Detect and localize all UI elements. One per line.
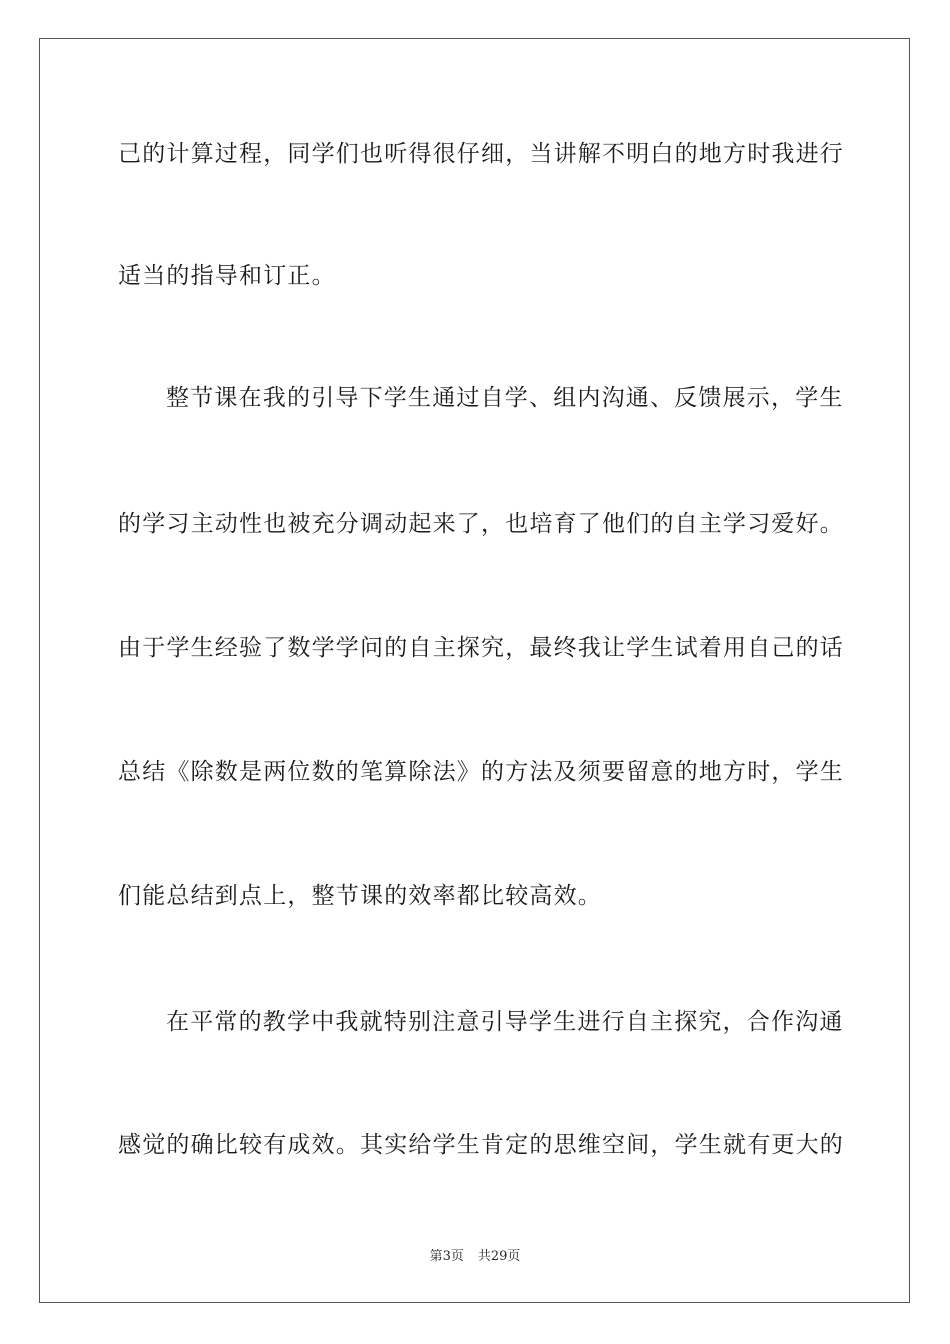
body-text-line: 们能总结到点上，整节课的效率都比较高效。 bbox=[118, 883, 602, 909]
page-total: 共29页 bbox=[477, 1249, 521, 1264]
page-frame bbox=[39, 38, 910, 1303]
body-text-line: 由于学生经验了数学学问的自主探究，最终我让学生试着用自己的话 bbox=[118, 635, 844, 661]
body-text-line: 适当的指导和订正。 bbox=[118, 263, 336, 289]
paragraph-start-line: 在平常的教学中我就特别注意引导学生进行自主探究，合作沟通 bbox=[166, 1009, 844, 1035]
page-footer bbox=[0, 1248, 950, 1266]
paragraph-start-line: 整节课在我的引导下学生通过自学、组内沟通、反馈展示，学生 bbox=[166, 385, 844, 411]
page-number: 第3页 bbox=[429, 1249, 464, 1264]
body-text-line: 的学习主动性也被充分调动起来了，也培育了他们的自主学习爱好。 bbox=[118, 511, 844, 537]
body-text-line: 己的计算过程，同学们也听得很仔细，当讲解不明白的地方时我进行 bbox=[118, 141, 844, 167]
body-text-line: 感觉的确比较有成效。其实给学生肯定的思维空间，学生就有更大的 bbox=[118, 1132, 844, 1158]
body-text-line: 总结《除数是两位数的笔算除法》的方法及须要留意的地方时，学生 bbox=[118, 759, 844, 785]
